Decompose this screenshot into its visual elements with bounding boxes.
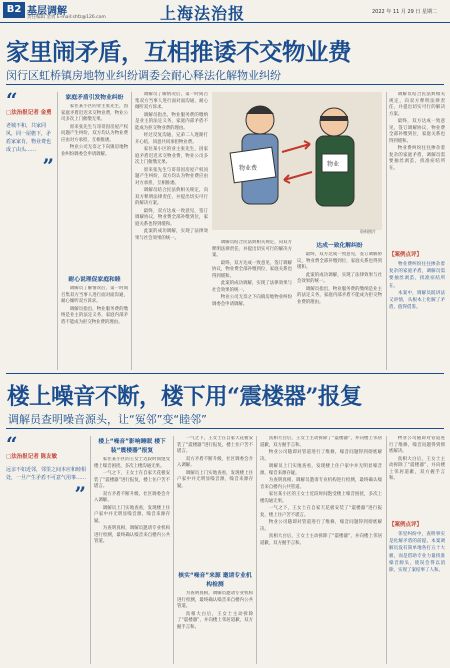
paragraph: 本案中，调解员既讲法又讲情，从根本上化解了矛盾，值得借鉴。: [389, 290, 445, 311]
paragraph: 真相大白后，王女士主动拆除了“震楼器”，并向楼上邻居道歉，双方握手言和。: [177, 611, 253, 630]
story2-col-b-text-2: [177, 591, 253, 661]
paragraph: 经过反复沟通，兄弟二人逐渐打开心结，同意共同承担物业费。: [135, 133, 208, 145]
story2-col-d-text: [389, 436, 445, 514]
paragraph: 调解员指出，物业服务费的缴纳是业主的法定义务，家庭内部矛盾不能成为拒交物业费的理由。: [61, 306, 128, 325]
paragraph: 邻里纠纷中，查明事实是化解矛盾的前提。本案调解员没有简单地各打五十大板，而是借助专业力量找准噪音源头，使误会得以消除，实现了案结事了人和。: [389, 532, 445, 574]
column-divider: [90, 436, 91, 664]
section-name: 基层调解: [27, 6, 67, 17]
dispute-illustration: [212, 92, 382, 230]
column-divider: [57, 92, 58, 370]
paragraph: 真相大白后，王女士主动拆除了“震楼器”，并向楼上邻居道歉，双方握手言和。: [389, 456, 445, 481]
paragraph: 原来张先生与哥哥因房屋产权问题产生纠纷，双方均认为物业费应由对方承担，互相推诿。: [61, 124, 128, 143]
paragraph: 一气之下，王女士在自家天花板安装了“震楼器”进行报复，楼上住户苦不堪言。: [177, 436, 253, 454]
story1-col-a-text: [61, 104, 128, 254]
story1-subheadline: 闵行区虹桥镇房地物业纠纷调委会耐心释法化解物业纠纷: [6, 69, 281, 82]
story1-column-d: [297, 240, 382, 370]
paragraph: 家住某小区的业主张先生，因家庭矛盾迟迟未交物业费，物业公司多次上门催缴无果。: [61, 104, 128, 122]
story1-column-a: [61, 92, 128, 376]
story2-column-c: [260, 436, 382, 662]
story-separator: [6, 373, 444, 374]
paragraph: 调解员结合民法典相关规定，向双方释明法律责任，并提出切实可行的解决方案。: [389, 92, 445, 117]
story2-byline: □法治报记者 陈友敏: [6, 454, 58, 460]
story2-column-a: [94, 436, 170, 665]
story1-teaser-box: [6, 88, 54, 178]
paragraph: 调解员指出，物业服务费的缴纳是业主的法定义务，家庭内部矛盾不能成为拒交物业费的理由。: [297, 286, 382, 305]
paragraph: 一气之下，王女士在自家天花板安装了“震楼器”进行报复，楼上住户苦不堪言。: [94, 471, 170, 489]
paragraph: 最终，双方达成一致意见，签订调解协议，物业费全部补缴到位，家庭关系也得到缓和。: [389, 119, 445, 144]
paragraph: 双方矛盾不断升级，社区调委会介入调解。: [177, 456, 253, 468]
quote-open-icon: “: [6, 432, 18, 456]
newspaper-logo: 上海法治报: [160, 4, 246, 23]
story2-headline: 楼上噪音不断，楼下用“震楼器”报复: [7, 384, 362, 410]
photo-credit: 资料图片: [360, 229, 376, 234]
paragraph: 家住某小区的王女士近段时间饱受楼上噪音困扰，多次上楼沟通无果。: [94, 457, 170, 469]
paragraph: 调解员上门实地查看，发现楼上住户家中并无明显噪音源，噪音来源存疑。: [94, 505, 170, 524]
paragraph: 调解员了解情况后，第一时间召集双方当事人进行面对面沟通，耐心倾听双方诉求。: [61, 286, 128, 304]
column-divider: [386, 436, 387, 664]
story2-subheadline: 调解员查明噪音源头，让“冤邻”变“睦邻”: [8, 413, 207, 426]
column-divider: [173, 436, 174, 664]
paragraph: 家住某小区的王女士近段时间饱受楼上噪音困扰，多次上楼沟通无果。: [260, 492, 382, 504]
paragraph: 真相大白后，王女士主动拆除了“震楼器”，并向楼上邻居道歉，双方握手言和。: [260, 436, 382, 448]
paragraph: 物业公司无奈之下向镇房地物业纠纷调委会申请调解。: [61, 145, 128, 157]
story2-case-commentary: [389, 531, 445, 661]
paragraph: 此案的成功调解，实现了法律效果与社会效果的统一。: [297, 272, 382, 284]
column-divider: [131, 92, 132, 370]
paragraph: 此案的成功调解，实现了法律效果与社会效果的统一。: [135, 229, 208, 241]
story1-case-commentary: [389, 261, 445, 369]
story1-byline: □法治报记者 金勇: [6, 110, 52, 116]
quote-close-icon: ”: [42, 154, 54, 178]
story2-col-b-text: [177, 436, 253, 564]
paragraph: 为查明真相，调解员邀请专业机构进行检测，最终确认噪音来自楼内公共管道。: [94, 526, 170, 544]
paragraph: 最终，双方达成一致意见，签订调解协议，物业费全部补缴到位，家庭关系也得到缓和。: [135, 208, 208, 227]
editor-info: 责任编辑 金勇 E-mail:shfz@126.com: [27, 15, 106, 20]
story1-crosshead-3: 达成一致化解纠纷: [316, 243, 363, 249]
quote-open-icon: “: [6, 88, 18, 112]
paragraph: 物业费纠纷往往掺杂着复杂的家庭矛盾，调解员需要抽丝剥茧，找准症结所在。: [389, 262, 445, 289]
paragraph: 最终，双方达成一致意见，签订调解协议，物业费全部补缴到位，家庭关系也得到缓和。: [212, 260, 292, 279]
paragraph: 物业公司随即对管道进行了维修，噪音问题得到彻底解决。: [389, 436, 445, 454]
story2-case-commentary-title: 【案例点评】: [389, 522, 423, 528]
paragraph: 调解员结合民法典相关规定，向双方释明法律责任，并提出切实可行的解决方案。: [135, 188, 208, 206]
paragraph: 最终，双方达成一致意见，签订调解协议，物业费全部补缴到位，家庭关系也得到缓和。: [297, 252, 382, 270]
story1-case-commentary-title: 【案例点评】: [389, 252, 423, 258]
paragraph: 家住某小区的业主张先生，因家庭矛盾迟迟未交物业费，物业公司多次上门催缴无果。: [135, 147, 208, 165]
quote-close-icon: ”: [74, 482, 86, 506]
page-number-badge: B2: [3, 2, 25, 18]
story2-column-b: [177, 436, 253, 661]
story1-rule: [6, 84, 444, 85]
paragraph: 为查明真相，调解员邀请专业机构进行检测，最终确认噪音来自楼内公共管道。: [177, 591, 253, 609]
paragraph: 调解员上门实地查看，发现楼上住户家中并无明显噪音源，噪音来源存疑。: [177, 470, 253, 489]
column-divider: [256, 436, 257, 664]
story1-crosshead-2: 耐心说理促家庭和睦: [68, 277, 121, 283]
paragraph: 调解员了解情况后，第一时间召集双方当事人进行面对面沟通，耐心倾听双方诉求。: [135, 92, 208, 110]
paragraph: 物业公司无奈之下向镇房地物业纠纷调委会申请调解。: [212, 295, 292, 307]
paragraph: 真相大白后，王女士主动拆除了“震楼器”，并向楼上邻居道歉，双方握手言和。: [260, 534, 382, 546]
story1-column-e: [389, 92, 445, 369]
issue-date: 2022 年 11 月 29 日 星期二: [372, 9, 437, 15]
paragraph: 物业公司随即对管道进行了维修，噪音问题得到彻底解决。: [260, 450, 382, 462]
paragraph: 物业费纠纷往往掺杂着复杂的家庭矛盾，调解员需要抽丝剥茧，找准症结所在。: [389, 146, 445, 171]
story2-crosshead-2: 核实“噪音”来源 邀请专业机构检测: [178, 573, 252, 588]
story1-illustration: [212, 92, 382, 230]
paragraph: 为查明真相，调解员邀请专业机构进行检测，最终确认噪音来自楼内公共管道。: [260, 478, 382, 490]
story1-col-e-text: [389, 92, 445, 242]
paragraph: 调解员指出，物业服务费的缴纳是业主的法定义务，家庭内部矛盾不能成为拒交物业费的理由。: [135, 112, 208, 131]
paragraph: 双方矛盾不断升级，社区调委会介入调解。: [94, 491, 170, 503]
story1-col-a-text-2: [61, 286, 128, 376]
document-label-right: 物业: [327, 161, 340, 168]
story2-col-a-text: [94, 457, 170, 665]
story2-rule: [6, 428, 444, 429]
paragraph: 原来张先生与哥哥因房屋产权问题产生纠纷，双方均认为物业费应由对方承担，互相推诿。: [135, 167, 208, 186]
paragraph: 物业公司随即对管道进行了维修，噪音问题得到彻底解决。: [260, 520, 382, 532]
story2-crosshead-1: 楼上“噪音”影响睡眠 楼下装“震楼器”报复: [98, 439, 166, 454]
story2-teaser: 远亲不如近邻，邻里之间本应和睦相处，一旦产生矛盾不可意气用事……: [6, 467, 87, 481]
story1-teaser: 老城不和，共家同风，同一屋檐下，矛盾家家有，物业费也成了由头……: [6, 123, 52, 153]
story1-headline: 家里闹矛盾，互相推诿不交物业费: [6, 38, 351, 66]
story2-teaser-box: [6, 432, 87, 506]
paragraph: 调解员上门实地查看，发现楼上住户家中并无明显噪音源，噪音来源存疑。: [260, 464, 382, 476]
story2-column-d: [389, 436, 445, 661]
story1-column-c: [212, 240, 292, 368]
paragraph: 一气之下，王女士在自家天花板安装了“震楼器”进行报复，楼上住户苦不堪言。: [260, 506, 382, 518]
story1-column-b: [135, 92, 208, 368]
document-label-left: 物业费: [239, 165, 258, 172]
paragraph: 此案的成功调解，实现了法律效果与社会效果的统一。: [212, 281, 292, 293]
column-divider: [386, 92, 387, 370]
story1-crosshead-1: 家庭矛盾引发物业纠纷: [65, 95, 124, 101]
story1-col-d-text: [297, 252, 382, 370]
paragraph: 调解员结合民法典相关规定，向双方释明法律责任，并提出切实可行的解决方案。: [212, 240, 292, 258]
